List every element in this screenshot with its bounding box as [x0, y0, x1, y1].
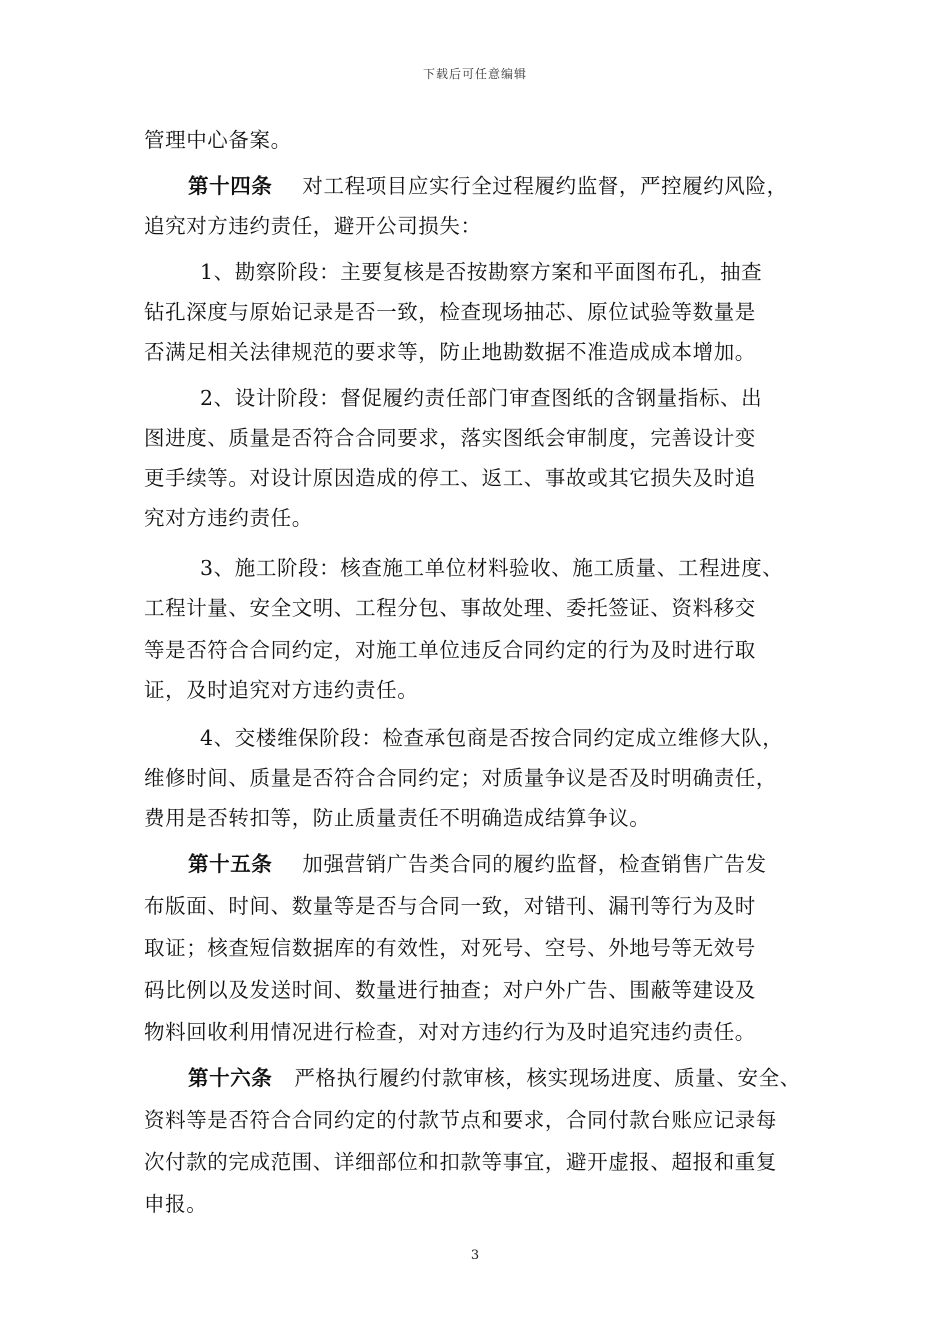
- text-line: 工程计量、安全文明、工程分包、事故处理、委托签证、资料移交: [144, 596, 756, 620]
- page-header: 下载后可任意编辑: [422, 67, 527, 81]
- text-line: 申报。: [144, 1192, 208, 1216]
- text-line: 更手续等。对设计原因造成的停工、返工、事故或其它损失及时追: [144, 466, 756, 490]
- article-15-heading: 第十五条 加强营销广告类合同的履约监督，检查销售广告发: [188, 852, 767, 876]
- article-14-heading: 第十四条 对工程项目应实行全过程履约监督，严控履约风险，: [188, 174, 788, 198]
- article-label: 第十六条: [188, 1066, 273, 1090]
- text-line: 证，及时追究对方违约责任。: [144, 678, 419, 702]
- text-line: 追究对方违约责任，避开公司损失：: [144, 214, 482, 238]
- text-line: 钻孔深度与原始记录是否一致，检查现场抽芯、原位试验等数量是: [144, 300, 756, 324]
- article-label: 第十五条: [188, 852, 273, 876]
- text-line: 4、交楼维保阶段：检查承包商是否按合同约定成立维修大队，: [200, 726, 784, 750]
- text-line: 究对方违约责任。: [144, 506, 313, 530]
- text-line: 次付款的完成范围、详细部位和扣款等事宜，避开虚报、超报和重复: [144, 1150, 777, 1174]
- text-line: 布版面、时间、数量等是否与合同一致，对错刊、漏刊等行为及时: [144, 894, 756, 918]
- text-line: 1、勘察阶段：主要复核是否按勘察方案和平面图布孔，抽查: [200, 260, 763, 284]
- article-label: 第十四条: [188, 174, 273, 198]
- text-line: 否满足相关法律规范的要求等，防止地勘数据不准造成成本增加。: [144, 340, 756, 364]
- page-number: 3: [470, 1248, 480, 1263]
- text-line: 码比例以及发送时间、数量进行抽查；对户外广告、围蔽等建设及: [144, 978, 756, 1002]
- text-line: 2、设计阶段：督促履约责任部门审查图纸的含钢量指标、出: [200, 386, 763, 410]
- text-line: 取证；核查短信数据库的有效性，对死号、空号、外地号等无效号: [144, 936, 756, 960]
- article-16-heading: 第十六条 严格执行履约付款审核，核实现场进度、质量、安全、: [188, 1066, 801, 1090]
- text-line: 3、施工阶段：核查施工单位材料验收、施工质量、工程进度、: [200, 556, 784, 580]
- text-line: 维修时间、质量是否符合合同约定；对质量争议是否及时明确责任，: [144, 766, 777, 790]
- text-line: 图进度、质量是否符合合同要求，落实图纸会审制度，完善设计变: [144, 426, 756, 450]
- text-line: 资料等是否符合合同约定的付款节点和要求，合同付款台账应记录每: [144, 1108, 777, 1132]
- text-line: 费用是否转扣等，防止质量责任不明确造成结算争议。: [144, 806, 651, 830]
- text-line: 等是否符合合同约定，对施工单位违反合同约定的行为及时进行取: [144, 638, 756, 662]
- text-line: 管理中心备案。: [144, 128, 292, 152]
- text-line: 物料回收利用情况进行检查，对对方违约行为及时追究违约责任。: [144, 1020, 756, 1044]
